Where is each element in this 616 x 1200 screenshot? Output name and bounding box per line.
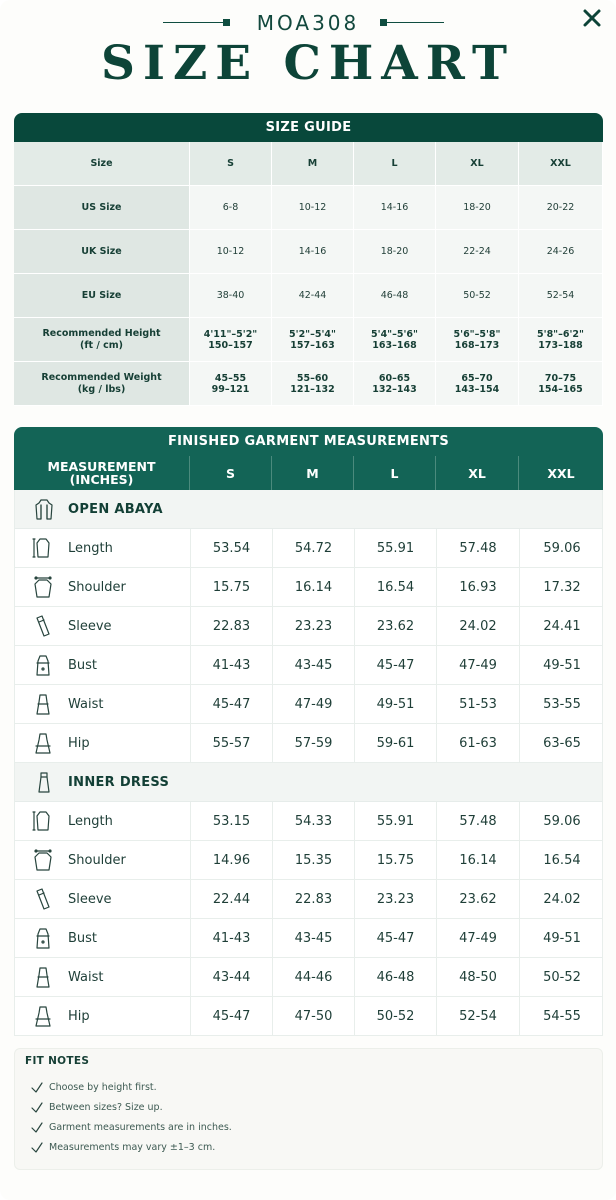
measurement-value: 43-44 — [191, 958, 273, 996]
size-value: 157–163 — [290, 339, 335, 351]
measurement-value: 49-51 — [543, 930, 581, 946]
measurement-value: 55.91 — [355, 802, 437, 840]
measurement-value: 22.44 — [191, 880, 273, 918]
column-header-xxl: XXL — [519, 142, 603, 186]
check-icon — [31, 1101, 43, 1113]
measurement-value: 54.72 — [273, 529, 355, 567]
size-cell: 18-20 — [354, 230, 436, 274]
row-label-text: Recommended Weight — [41, 371, 162, 383]
measurement-value: 59.06 — [543, 813, 581, 829]
size-cell: 10-12 — [272, 186, 354, 230]
measurement-value: 41-43 — [191, 919, 273, 957]
measurement-row — [15, 646, 602, 685]
measurement-value: 55-57 — [191, 724, 273, 762]
measurement-value: 57.48 — [437, 802, 520, 840]
measurement-value: 53.15 — [191, 802, 273, 840]
measurement-label — [15, 607, 191, 645]
measurement-value: 47-50 — [273, 997, 355, 1035]
length-icon — [32, 808, 54, 834]
measurement-value: 53-55 — [543, 696, 581, 712]
measurement-value: 50-52 — [543, 969, 581, 985]
size-cell: 42-44 — [272, 274, 354, 318]
section-header — [15, 763, 602, 802]
measurement-row — [15, 919, 602, 958]
length-icon — [32, 535, 54, 561]
column-header-m: M — [272, 142, 354, 186]
measurement-value: 57.48 — [437, 529, 520, 567]
column-header-xl: XL — [436, 142, 519, 186]
size-value: 5'8"–6'2" — [537, 328, 584, 340]
row-label — [14, 318, 190, 362]
measurement-value: 44-46 — [273, 958, 355, 996]
measurement-value: 14.96 — [191, 841, 273, 879]
measurement-value: 63-65 — [543, 735, 581, 751]
column-header-m: M — [272, 456, 354, 490]
size-cell: 10-12 — [190, 230, 272, 274]
measurement-value: 45-47 — [191, 685, 273, 723]
measurement-value: 48-50 — [437, 958, 520, 996]
measurement-label — [15, 802, 191, 840]
measurement-name: Length — [68, 813, 113, 829]
measurement-value: 47-49 — [437, 919, 520, 957]
measurement-name: Bust — [68, 657, 98, 673]
measurement-value: 23.62 — [437, 880, 520, 918]
measurement-value: 59.06 — [543, 540, 581, 556]
measurement-name: Shoulder — [68, 852, 126, 868]
measurement-label — [15, 568, 191, 606]
measurement-value: 54-55 — [543, 1008, 581, 1024]
shoulder-icon — [32, 574, 54, 600]
measurement-name: Bust — [68, 930, 98, 946]
measurement-value: 45-47 — [355, 919, 437, 957]
size-cell: 14-16 — [272, 230, 354, 274]
size-cell — [354, 318, 436, 362]
column-header-l: L — [354, 142, 436, 186]
measurement-label — [15, 724, 191, 762]
measurements-table — [14, 427, 603, 1036]
dress-icon — [33, 769, 55, 795]
measurement-value: 59-61 — [355, 724, 437, 762]
abaya-icon — [33, 496, 55, 522]
row-label-text: UK Size — [81, 245, 122, 257]
size-cell — [190, 318, 272, 362]
size-value: 168–173 — [454, 339, 500, 351]
column-header-measurement: MEASUREMENT (INCHES) — [14, 456, 190, 490]
measurement-label — [15, 529, 191, 567]
column-header-xl: XL — [436, 456, 519, 490]
measurement-row — [15, 529, 602, 568]
measurement-value: 15.75 — [355, 841, 437, 879]
measurement-label — [15, 958, 191, 996]
measurement-value: 17.32 — [543, 579, 581, 595]
fit-notes — [14, 1048, 603, 1170]
measurement-value: 24.02 — [437, 607, 520, 645]
divider-line — [382, 22, 444, 23]
size-cell — [190, 362, 272, 406]
size-cell: 46-48 — [354, 274, 436, 318]
header — [0, 0, 616, 108]
size-cell: 38-40 — [190, 274, 272, 318]
measurement-value: 23.62 — [355, 607, 437, 645]
measurement-name: Length — [68, 540, 113, 556]
check-icon — [31, 1121, 43, 1133]
check-icon — [31, 1141, 43, 1153]
measurement-value: 52-54 — [437, 997, 520, 1035]
size-guide-table — [14, 113, 603, 406]
measurement-value: 46-48 — [355, 958, 437, 996]
size-value: 154–165 — [538, 383, 583, 395]
size-cell — [436, 318, 519, 362]
measurement-value: 24.02 — [543, 891, 581, 907]
row-label — [14, 230, 190, 274]
row-label — [14, 186, 190, 230]
size-cell: 52-54 — [519, 274, 603, 318]
measurements-header-row — [14, 456, 603, 490]
row-label-text: EU Size — [81, 289, 122, 301]
sleeve-icon — [32, 613, 54, 639]
size-value: 70–75 — [544, 372, 577, 384]
column-header-size: Size — [14, 142, 190, 186]
measurement-row — [15, 958, 602, 997]
check-icon — [31, 1081, 43, 1093]
size-value: 55–60 — [296, 372, 329, 384]
size-value: 99–121 — [211, 383, 250, 395]
measurement-name: Sleeve — [68, 891, 112, 907]
close-button[interactable] — [582, 8, 602, 28]
column-header-s: S — [190, 142, 272, 186]
divider-line — [163, 22, 225, 23]
size-value: 121–132 — [290, 383, 335, 395]
measurement-name: Sleeve — [68, 618, 112, 634]
row-label-text: US Size — [81, 201, 122, 213]
section-title: INNER DRESS — [68, 774, 170, 790]
bust-icon — [32, 925, 54, 951]
size-value: 163–168 — [372, 339, 417, 351]
size-guide-title: SIZE GUIDE — [14, 113, 603, 142]
measurement-value: 15.75 — [191, 568, 273, 606]
size-value: 5'2"–5'4" — [289, 328, 336, 340]
row-label — [14, 362, 190, 406]
measurement-label — [15, 646, 191, 684]
measurement-name: Waist — [68, 969, 104, 985]
size-cell — [272, 362, 354, 406]
measurement-value: 16.14 — [273, 568, 355, 606]
measurement-row — [15, 880, 602, 919]
size-value: 173–188 — [538, 339, 583, 351]
measurement-name: Waist — [68, 696, 104, 712]
measurement-value: 49-51 — [543, 657, 581, 673]
measurement-label — [15, 997, 191, 1035]
measurement-label — [15, 880, 191, 918]
size-value: 5'6"–5'8" — [453, 328, 501, 340]
measurements-title: FINISHED GARMENT MEASUREMENTS — [14, 427, 603, 456]
product-code-row — [0, 11, 616, 35]
size-cell: 24-26 — [519, 230, 603, 274]
measurement-row — [15, 841, 602, 880]
measurement-label — [15, 685, 191, 723]
divider-square — [223, 19, 230, 26]
size-cell: 50-52 — [436, 274, 519, 318]
sleeve-icon — [32, 886, 54, 912]
row-label-unit: (ft / cm) — [80, 339, 123, 351]
row-label — [14, 274, 190, 318]
measurement-value: 15.35 — [273, 841, 355, 879]
product-code: MOA308 — [256, 11, 360, 35]
measurement-label — [15, 841, 191, 879]
measurement-value: 45-47 — [355, 646, 437, 684]
size-value: 45–55 — [214, 372, 247, 384]
size-guide-grid — [14, 142, 603, 406]
measurement-value: 47-49 — [273, 685, 355, 723]
size-cell: 22-24 — [436, 230, 519, 274]
measurement-value: 47-49 — [437, 646, 520, 684]
measurement-value: 54.33 — [273, 802, 355, 840]
column-header-s: S — [190, 456, 272, 490]
size-value: 65–70 — [461, 372, 493, 384]
size-cell: 20-22 — [519, 186, 603, 230]
measurement-value: 43-45 — [273, 919, 355, 957]
measurement-value: 61-63 — [437, 724, 520, 762]
measurement-value: 43-45 — [273, 646, 355, 684]
row-label-text: Recommended Height — [42, 327, 161, 339]
hip-icon — [32, 730, 54, 756]
size-cell — [436, 362, 519, 406]
measurement-value: 49-51 — [355, 685, 437, 723]
fit-note-text: Between sizes? Size up. — [49, 1101, 163, 1113]
size-cell — [354, 362, 436, 406]
measurement-row — [15, 802, 602, 841]
hip-icon — [32, 1003, 54, 1029]
measurement-row — [15, 607, 602, 646]
waist-icon — [32, 964, 54, 990]
measurement-value: 57-59 — [273, 724, 355, 762]
measurement-name: Hip — [68, 1008, 90, 1024]
measurement-value: 22.83 — [273, 880, 355, 918]
fit-note-text: Garment measurements are in inches. — [49, 1121, 232, 1133]
size-cell — [272, 318, 354, 362]
measurement-name: Shoulder — [68, 579, 126, 595]
measurement-row — [15, 568, 602, 607]
measurements-body — [14, 490, 603, 1036]
measurement-value: 55.91 — [355, 529, 437, 567]
size-cell — [519, 362, 603, 406]
measurement-value: 23.23 — [355, 880, 437, 918]
measurement-value: 50-52 — [355, 997, 437, 1035]
section-header — [15, 490, 602, 529]
fit-note-text: Measurements may vary ±1–3 cm. — [49, 1141, 216, 1153]
close-icon — [582, 8, 602, 28]
measurement-value: 16.54 — [543, 852, 581, 868]
size-cell: 14-16 — [354, 186, 436, 230]
bust-icon — [32, 652, 54, 678]
measurement-value: 53.54 — [191, 529, 273, 567]
measurement-value: 16.14 — [437, 841, 520, 879]
size-value: 143–154 — [454, 383, 500, 395]
measurement-name: Hip — [68, 735, 90, 751]
section-title: OPEN ABAYA — [68, 501, 163, 517]
measurement-value: 16.54 — [355, 568, 437, 606]
size-value: 60–65 — [378, 372, 411, 384]
measurement-value: 41-43 — [191, 646, 273, 684]
page-title: SIZE CHART — [101, 36, 515, 91]
size-value: 4'11"–5'2" — [203, 328, 258, 340]
fit-note-item — [31, 1119, 232, 1135]
fit-notes-title: FIT NOTES — [25, 1055, 90, 1067]
size-value: 5'4"–5'6" — [371, 328, 418, 340]
size-cell — [519, 318, 603, 362]
size-value: 150–157 — [208, 339, 253, 351]
measurement-value: 45-47 — [191, 997, 273, 1035]
measurement-row — [15, 685, 602, 724]
measurement-value: 22.83 — [191, 607, 273, 645]
measurement-value: 23.23 — [273, 607, 355, 645]
column-header-xxl: XXL — [547, 465, 575, 481]
fit-note-item — [31, 1139, 215, 1155]
fit-note-item — [31, 1099, 163, 1115]
fit-note-item — [31, 1079, 157, 1095]
size-value: 132–143 — [372, 383, 417, 395]
measurement-value: 51-53 — [437, 685, 520, 723]
fit-note-text: Choose by height first. — [49, 1081, 157, 1093]
shoulder-icon — [32, 847, 54, 873]
size-cell: 6-8 — [190, 186, 272, 230]
measurement-row — [15, 724, 602, 763]
measurement-label — [15, 919, 191, 957]
column-header-l: L — [354, 456, 436, 490]
waist-icon — [32, 691, 54, 717]
size-cell: 18-20 — [436, 186, 519, 230]
row-label-unit: (kg / lbs) — [77, 383, 126, 395]
measurement-value: 16.93 — [437, 568, 520, 606]
measurement-value: 24.41 — [543, 618, 581, 634]
measurement-row — [15, 997, 602, 1036]
